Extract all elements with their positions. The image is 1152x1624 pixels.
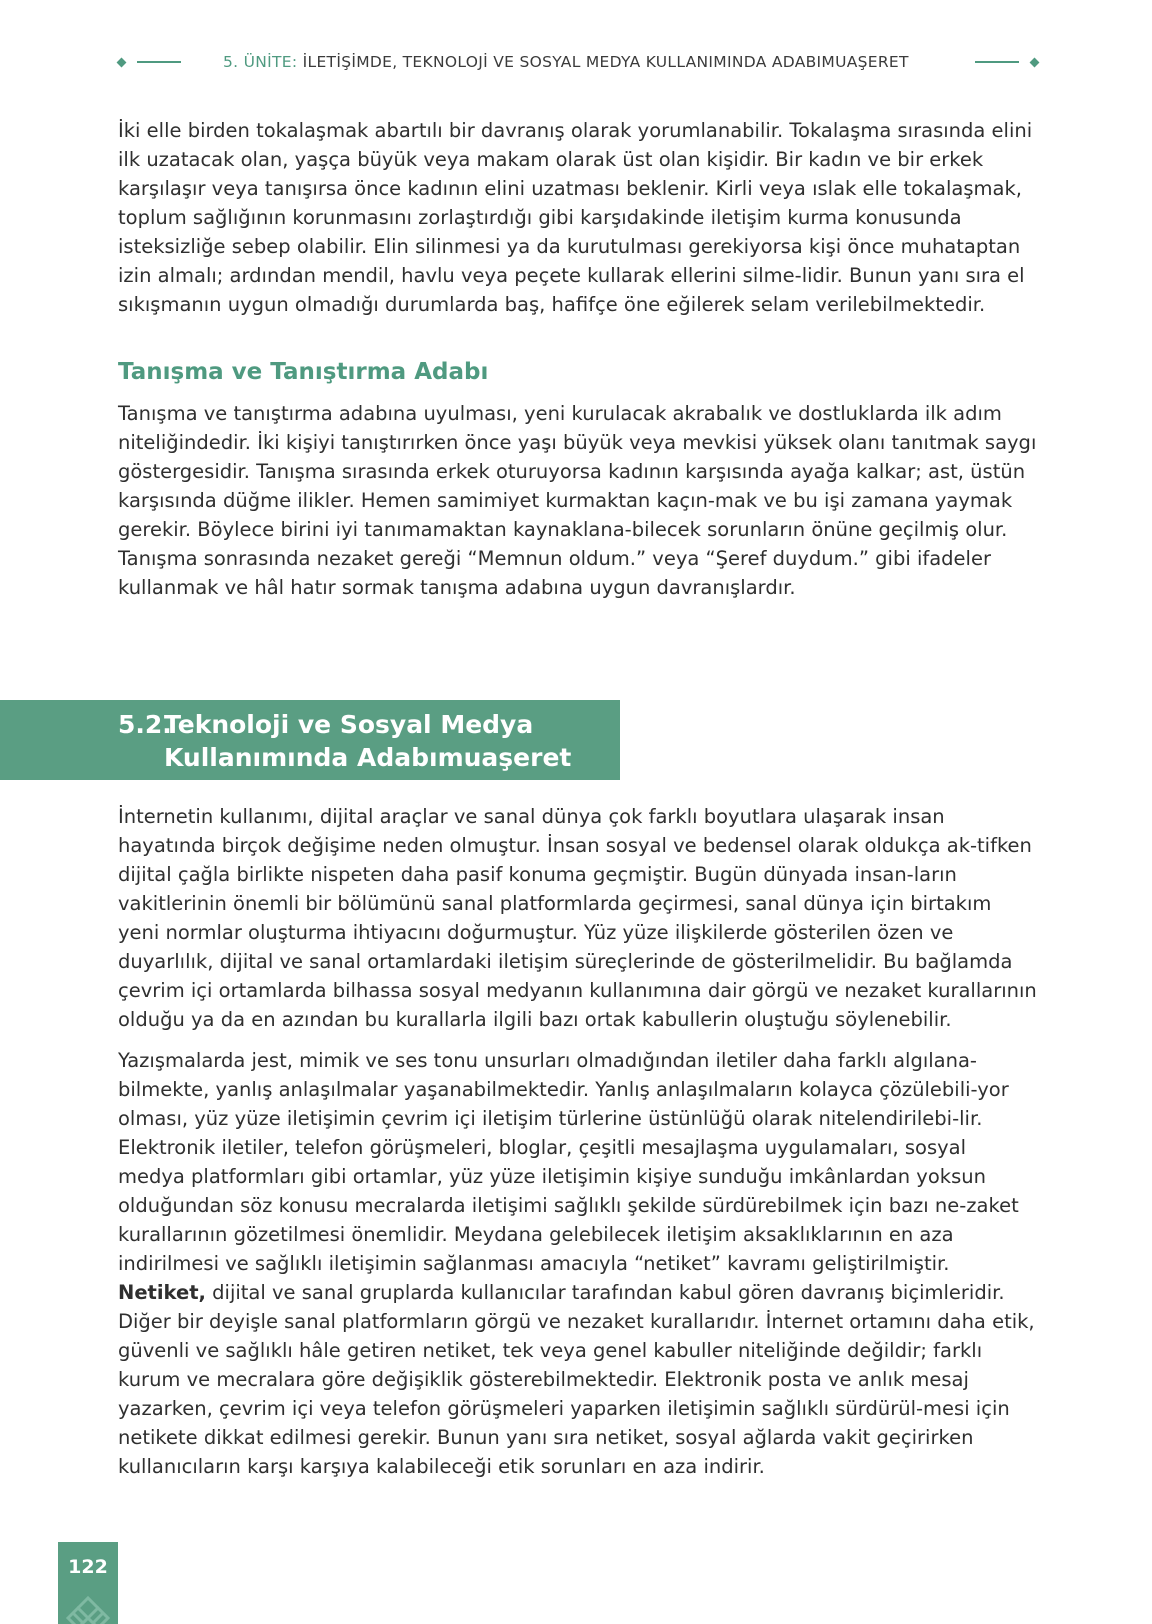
header-rule-left [137, 61, 181, 63]
page-content-top [118, 116, 1038, 602]
header-title: İLETİŞİMDE, TEKNOLOJİ VE SOSYAL MEDYA KULLANIMINDA ADABIMUAŞERET [302, 53, 909, 71]
section-title-line-1: Teknoloji ve Sosyal Medya [164, 710, 534, 739]
ornament-icon [62, 1592, 114, 1624]
header-unit: 5. ÜNİTE: [223, 53, 298, 71]
diamond-icon [117, 57, 127, 67]
paragraph-2-before: Yazışmalarda jest, mimik ve ses tonu unsurları olmadığından iletiler daha farklı algılana-bilmekte, yanlış anlaşılmalar yaşanabilmektedir. Yanlış anlaşılmaların kolayca çözülebili-yor olması, yüz yüze iletişimin çevrim içi iletişim türlerine üstünlüğü olarak nitelendirilebi-lir. Elektronik iletiler, telefon görüşmeleri, bloglar, çeşitli mesajlaşma uygulamaları, sosyal medya platformları gibi ortamlar, yüz yüze iletişimin kişiye sunduğu imkânlardan yoksun olduğundan söz konusu mecralarda iletişimi sağlıklı şekilde sürdürebilmek için bazı ne-zaket kurallarının gözetilmesi önemlidir. Meydana gelebilecek iletişim aksaklıklarının en aza indirilmesi ve sağlıklı iletişimin sağlanması amacıyla “netiket” kavramı geliştirilmiştir. [118, 1049, 1019, 1275]
paragraph-2-after: dijital ve sanal gruplarda kullanıcılar tarafından kabul gören davranış biçimleridir. Diğer bir deyişle sanal platformların görgü ve nezaket kurallarıdır. İnternet ortamını daha etik, güvenli ve sağlıklı hâle getiren netiket, tek veya genel kabuller niteliğinde değildir; farklı kurum ve mecralara göre değişiklik gösterebilmektedir. Elektronik posta ve anlık mesaj yazarken, çevrim içi veya telefon görüşmeleri yaparken iletişimin sağlıklı sürdürül-mesi için netikete dikkat edilmesi gerekir. Bunun yanı sıra netiket, sosyal ağlarda vakit geçirirken kullanıcıların karşı karşıya kalabileceği etik sorunları en aza indirir. [118, 1281, 1035, 1478]
section-paragraph-1: İnternetin kullanımı, dijital araçlar ve sanal dünya çok farklı boyutlara ulaşarak insan hayatında birçok değişime neden olmuştur. İnsan sosyal ve bedensel olarak oldukça ak-tifken dijital çağla birlikte nispeten daha pasif konuma geçmiştir. Bugün dünyada insan-ların vakitlerinin önemli bir bölümünü sanal platformlarda geçirmesi, sanal dünya için birtakım yeni normlar oluşturma ihtiyacını doğurmuştur. Yüz yüze ilişkilerde gösterilen özen ve duyarlılık, dijital ve sanal ortamlardaki iletişim süreçlerinde de gösterilmelidir. Bu bağlamda çevrim içi ortamlarda bilhassa sosyal medyanın kullanımına dair görgü ve nezaket kurallarının olduğu ya da en azından bu kurallarla ilgili bazı ortak kabullerin oluştuğu söylenebilir. [118, 805, 1037, 1031]
section-number: 5.2. [118, 710, 172, 739]
section-title-line-2: Kullanımında Adabımuaşeret [164, 743, 572, 772]
section-paragraph-2 [118, 1046, 1038, 1481]
page-number-tab [58, 1542, 118, 1624]
section-title [164, 708, 571, 774]
section-heading-band [0, 700, 620, 780]
page-number: 122 [68, 1556, 108, 1578]
header-text [223, 53, 909, 71]
subsection-paragraph: Tanışma ve tanıştırma adabına uyulması, yeni kurulacak akrabalık ve dostluklarda ilk adım niteliğindedir. İki kişiyi tanıştırırken önce yaşı büyük veya mevkisi yüksek olanı tanıtmak saygı göstergesidir. Tanışma sırasında erkek oturuyorsa kadının karşısında ayağa kalkar; ast, üstün karşısında düğme ilikler. Hemen samimiyet kurmaktan kaçın-mak ve bu işi zamana yaymak gerekir. Böylece birini iyi tanımamaktan kaynaklana-bilecek sorunların önüne geçilmiş olur. Tanışma sonrasında nezaket gereği “Memnun oldum.” veya “Şeref duydum.” gibi ifadeler kullanmak ve hâl hatır sormak tanışma adabına uygun davranışlardır. [118, 402, 1037, 599]
diamond-icon [1030, 57, 1040, 67]
running-header [118, 50, 1038, 74]
header-rule-right [975, 61, 1019, 63]
page-content-bottom [118, 802, 1038, 1481]
intro-paragraph: İki elle birden tokalaşmak abartılı bir davranış olarak yorumlanabilir. Tokalaşma sırasında elini ilk uzatacak olan, yaşça büyük veya makam olarak üst olan kişidir. Bir kadın ve bir erkek karşılaşır veya tanışırsa önce kadının elini uzatması beklenir. Kirli veya ıslak elle tokalaşmak, toplum sağlığının korunmasını zorlaştırdığı gibi karşıdakinde iletişim kurma konusunda isteksizliğe sebep olabilir. Elin silinmesi ya da kurutulması gerekiyorsa kişi önce muhataptan izin almalı; ardından mendil, havlu veya peçete kullarak ellerini silme-lidir. Bunun yanı sıra el sıkışmanın uygun olmadığı durumlarda baş, hafifçe öne eğilerek selam verilebilmektedir. [118, 119, 1033, 316]
netiket-term: Netiket, [118, 1281, 206, 1304]
subsection-heading: Tanışma ve Tanıştırma Adabı [118, 359, 489, 385]
